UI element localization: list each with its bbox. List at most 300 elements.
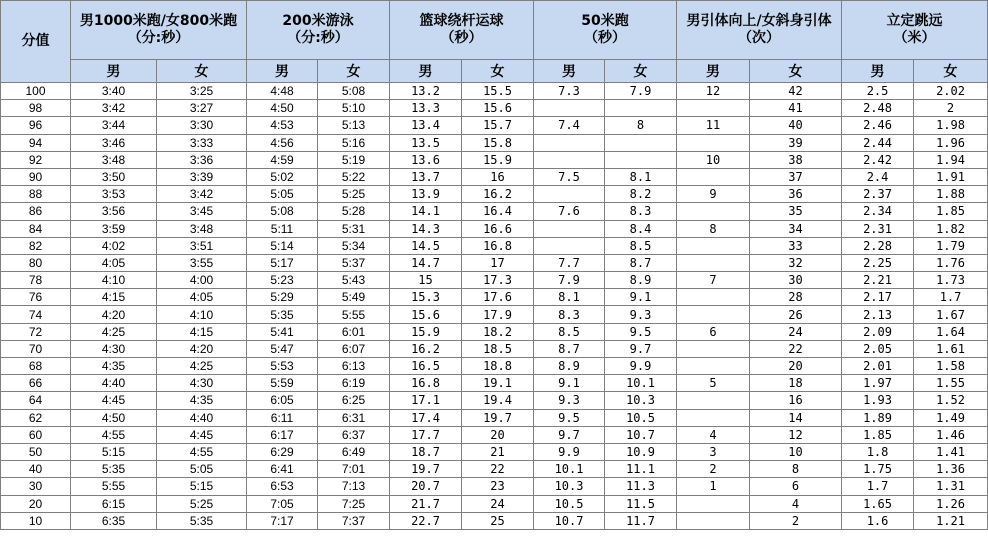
cell-run-f: 3:48 [157,220,247,237]
cell-run-f: 5:25 [157,495,247,512]
cell-score: 64 [1,392,71,409]
cell-dribble-f: 16.4 [462,203,534,220]
col-header-long-jump [842,1,988,60]
cell-jump-m: 2.42 [842,151,914,168]
cell-score: 62 [1,409,71,426]
col-unit: （分:秒） [287,30,349,46]
col-header-basketball [390,1,534,60]
cell-sprint-f [605,134,677,151]
cell-jump-f: 1.79 [914,237,988,254]
cell-swim-m: 4:53 [247,117,318,134]
cell-sprint-f: 8.7 [605,254,677,271]
cell-jump-m: 2.01 [842,358,914,375]
table-row [1,392,988,409]
cell-pullup-f: 4 [750,495,842,512]
cell-dribble-f: 19.1 [462,375,534,392]
cell-dribble-f: 18.2 [462,323,534,340]
cell-jump-f: 1.36 [914,461,988,478]
cell-sprint-f: 10.7 [605,426,677,443]
cell-pullup-m: 1 [677,478,750,495]
cell-pullup-f: 12 [750,426,842,443]
cell-score: 94 [1,134,71,151]
col-unit: （分:秒） [127,30,190,46]
cell-sprint-f: 11.3 [605,478,677,495]
cell-sprint-f: 11.5 [605,495,677,512]
cell-pullup-m: 2 [677,461,750,478]
cell-jump-f: 1.26 [914,495,988,512]
table-row [1,340,988,357]
cell-swim-f: 5:28 [318,203,390,220]
cell-sprint-f [605,100,677,117]
cell-score: 10 [1,512,71,529]
cell-pullup-f: 16 [750,392,842,409]
table-row [1,323,988,340]
cell-sprint-m: 8.5 [534,323,605,340]
cell-dribble-f: 15.6 [462,100,534,117]
col-unit: （次） [738,30,781,46]
cell-jump-m: 1.93 [842,392,914,409]
cell-sprint-f: 10.3 [605,392,677,409]
cell-pullup-f: 14 [750,409,842,426]
cell-pullup-m [677,512,750,529]
cell-score: 50 [1,443,71,460]
cell-sprint-m [534,220,605,237]
cell-sprint-f [605,151,677,168]
cell-swim-f: 6:01 [318,323,390,340]
cell-run-f: 3:39 [157,168,247,185]
cell-run-m: 6:15 [71,495,157,512]
table-row [1,151,988,168]
col-unit: （米） [893,30,936,46]
cell-swim-f: 5:37 [318,254,390,271]
cell-score: 78 [1,272,71,289]
cell-pullup-m: 6 [677,323,750,340]
cell-dribble-m: 13.6 [390,151,462,168]
male-subheader: 男 [842,60,914,83]
cell-jump-f: 1.31 [914,478,988,495]
cell-sprint-m: 8.7 [534,340,605,357]
cell-sprint-m [534,134,605,151]
cell-sprint-f: 8.9 [605,272,677,289]
cell-swim-m: 5:05 [247,186,318,203]
cell-swim-m: 6:17 [247,426,318,443]
cell-sprint-f: 8 [605,117,677,134]
cell-run-f: 4:55 [157,443,247,460]
cell-jump-f: 1.96 [914,134,988,151]
cell-pullup-m: 12 [677,83,750,100]
table-row [1,495,988,512]
cell-swim-f: 5:19 [318,151,390,168]
cell-jump-m: 2.05 [842,340,914,357]
cell-jump-f: 1.67 [914,306,988,323]
cell-swim-m: 4:59 [247,151,318,168]
cell-pullup-f: 36 [750,186,842,203]
cell-dribble-m: 13.3 [390,100,462,117]
cell-swim-m: 5:29 [247,289,318,306]
cell-dribble-f: 16 [462,168,534,185]
female-subheader: 女 [462,60,534,83]
cell-dribble-f: 21 [462,443,534,460]
cell-swim-m: 7:17 [247,512,318,529]
cell-score: 74 [1,306,71,323]
cell-pullup-m [677,100,750,117]
cell-score: 88 [1,186,71,203]
cell-run-f: 3:51 [157,237,247,254]
cell-dribble-f: 23 [462,478,534,495]
cell-dribble-m: 20.7 [390,478,462,495]
cell-swim-m: 5:02 [247,168,318,185]
cell-pullup-f: 34 [750,220,842,237]
cell-sprint-f: 8.5 [605,237,677,254]
cell-swim-m: 6:29 [247,443,318,460]
score-header: 分值 [1,1,71,83]
cell-pullup-f: 37 [750,168,842,185]
cell-dribble-m: 15.3 [390,289,462,306]
cell-swim-f: 5:43 [318,272,390,289]
cell-score: 70 [1,340,71,357]
cell-jump-m: 2.34 [842,203,914,220]
cell-dribble-m: 14.3 [390,220,462,237]
cell-sprint-f: 9.1 [605,289,677,306]
cell-jump-f: 1.46 [914,426,988,443]
table-body [1,83,988,530]
cell-jump-m: 1.6 [842,512,914,529]
table-row [1,426,988,443]
cell-run-f: 3:55 [157,254,247,271]
cell-swim-f: 6:37 [318,426,390,443]
cell-pullup-f: 8 [750,461,842,478]
cell-dribble-f: 18.5 [462,340,534,357]
table-row [1,443,988,460]
cell-run-f: 3:25 [157,83,247,100]
cell-jump-m: 2.17 [842,289,914,306]
cell-swim-m: 5:23 [247,272,318,289]
cell-dribble-f: 15.9 [462,151,534,168]
cell-pullup-m [677,409,750,426]
cell-run-f: 4:25 [157,358,247,375]
cell-pullup-m: 9 [677,186,750,203]
cell-sprint-f: 11.7 [605,512,677,529]
cell-jump-m: 1.8 [842,443,914,460]
table-row [1,186,988,203]
cell-run-m: 3:59 [71,220,157,237]
cell-swim-m: 5:17 [247,254,318,271]
cell-dribble-f: 17.9 [462,306,534,323]
cell-sprint-m: 9.7 [534,426,605,443]
cell-run-f: 3:33 [157,134,247,151]
cell-dribble-m: 16.5 [390,358,462,375]
cell-sprint-f: 8.2 [605,186,677,203]
cell-dribble-m: 16.8 [390,375,462,392]
cell-pullup-f: 40 [750,117,842,134]
male-subheader: 男 [71,60,157,83]
cell-swim-m: 4:56 [247,134,318,151]
cell-sprint-f: 11.1 [605,461,677,478]
cell-swim-m: 5:59 [247,375,318,392]
cell-pullup-m [677,168,750,185]
cell-sprint-f: 9.3 [605,306,677,323]
cell-swim-m: 4:48 [247,83,318,100]
cell-pullup-f: 6 [750,478,842,495]
cell-jump-m: 2.37 [842,186,914,203]
cell-run-m: 3:56 [71,203,157,220]
cell-dribble-f: 22 [462,461,534,478]
cell-run-f: 4:20 [157,340,247,357]
cell-run-f: 3:36 [157,151,247,168]
cell-dribble-f: 15.8 [462,134,534,151]
cell-score: 30 [1,478,71,495]
cell-jump-f: 1.7 [914,289,988,306]
cell-pullup-f: 18 [750,375,842,392]
cell-run-m: 4:35 [71,358,157,375]
cell-score: 80 [1,254,71,271]
female-subheader: 女 [605,60,677,83]
table-row [1,83,988,100]
cell-score: 100 [1,83,71,100]
cell-pullup-m [677,358,750,375]
cell-run-f: 3:45 [157,203,247,220]
cell-jump-f: 1.21 [914,512,988,529]
cell-sprint-m [534,151,605,168]
cell-pullup-m [677,306,750,323]
cell-swim-m: 6:41 [247,461,318,478]
table-row [1,254,988,271]
cell-run-f: 3:30 [157,117,247,134]
cell-swim-f: 5:13 [318,117,390,134]
cell-swim-f: 5:55 [318,306,390,323]
cell-dribble-f: 19.7 [462,409,534,426]
cell-run-m: 5:55 [71,478,157,495]
cell-sprint-f: 8.4 [605,220,677,237]
col-title: 50米跑 [581,13,629,29]
cell-pullup-f: 35 [750,203,842,220]
cell-pullup-f: 41 [750,100,842,117]
cell-dribble-f: 18.8 [462,358,534,375]
cell-run-m: 4:20 [71,306,157,323]
cell-score: 92 [1,151,71,168]
cell-sprint-m: 7.5 [534,168,605,185]
cell-run-f: 4:45 [157,426,247,443]
cell-sprint-m: 10.5 [534,495,605,512]
cell-jump-f: 1.41 [914,443,988,460]
female-subheader: 女 [157,60,247,83]
cell-pullup-m: 8 [677,220,750,237]
cell-jump-f: 2.02 [914,83,988,100]
female-subheader: 女 [750,60,842,83]
cell-score: 84 [1,220,71,237]
cell-swim-f: 6:07 [318,340,390,357]
cell-pullup-m: 10 [677,151,750,168]
table-row [1,272,988,289]
cell-swim-f: 5:49 [318,289,390,306]
cell-jump-f: 1.73 [914,272,988,289]
cell-score: 20 [1,495,71,512]
cell-dribble-m: 13.9 [390,186,462,203]
cell-dribble-f: 17 [462,254,534,271]
cell-dribble-m: 14.5 [390,237,462,254]
cell-pullup-f: 28 [750,289,842,306]
table-row [1,220,988,237]
cell-swim-m: 5:11 [247,220,318,237]
cell-dribble-m: 13.4 [390,117,462,134]
cell-run-f: 5:15 [157,478,247,495]
cell-dribble-m: 13.7 [390,168,462,185]
cell-swim-m: 5:14 [247,237,318,254]
cell-score: 66 [1,375,71,392]
cell-pullup-f: 20 [750,358,842,375]
cell-jump-f: 1.61 [914,340,988,357]
cell-sprint-f: 9.5 [605,323,677,340]
cell-run-m: 4:25 [71,323,157,340]
cell-pullup-m: 3 [677,443,750,460]
cell-run-m: 3:42 [71,100,157,117]
cell-jump-f: 1.85 [914,203,988,220]
cell-jump-m: 2.5 [842,83,914,100]
cell-jump-f: 1.52 [914,392,988,409]
cell-dribble-m: 21.7 [390,495,462,512]
cell-jump-m: 1.85 [842,426,914,443]
cell-pullup-m: 11 [677,117,750,134]
cell-dribble-m: 14.1 [390,203,462,220]
cell-jump-f: 1.98 [914,117,988,134]
cell-dribble-f: 24 [462,495,534,512]
cell-swim-f: 5:10 [318,100,390,117]
cell-sprint-f: 9.7 [605,340,677,357]
cell-dribble-f: 16.2 [462,186,534,203]
cell-sprint-f: 10.5 [605,409,677,426]
cell-jump-f: 1.58 [914,358,988,375]
cell-run-m: 4:40 [71,375,157,392]
male-subheader: 男 [247,60,318,83]
cell-jump-m: 1.75 [842,461,914,478]
cell-dribble-m: 13.5 [390,134,462,151]
cell-jump-m: 2.31 [842,220,914,237]
cell-run-m: 3:40 [71,83,157,100]
cell-jump-m: 2.4 [842,168,914,185]
cell-pullup-f: 38 [750,151,842,168]
cell-run-f: 4:15 [157,323,247,340]
cell-run-m: 3:44 [71,117,157,134]
cell-swim-m: 5:41 [247,323,318,340]
col-header-endurance-run [71,1,247,60]
cell-run-m: 3:46 [71,134,157,151]
cell-sprint-m: 7.4 [534,117,605,134]
cell-sprint-m: 9.5 [534,409,605,426]
cell-dribble-m: 15.6 [390,306,462,323]
cell-jump-m: 1.7 [842,478,914,495]
cell-dribble-m: 15 [390,272,462,289]
cell-pullup-f: 26 [750,306,842,323]
col-unit: （秒） [440,30,483,46]
cell-dribble-f: 19.4 [462,392,534,409]
col-title: 男引体向上/女斜身引体 [686,13,832,29]
cell-score: 98 [1,100,71,117]
cell-swim-m: 5:47 [247,340,318,357]
table-row [1,409,988,426]
cell-sprint-m: 9.9 [534,443,605,460]
table-row [1,117,988,134]
cell-jump-f: 1.55 [914,375,988,392]
cell-pullup-f: 30 [750,272,842,289]
cell-run-f: 4:35 [157,392,247,409]
table-row [1,289,988,306]
cell-dribble-m: 22.7 [390,512,462,529]
cell-swim-m: 5:35 [247,306,318,323]
cell-pullup-m [677,134,750,151]
cell-swim-f: 6:19 [318,375,390,392]
cell-run-m: 3:53 [71,186,157,203]
cell-jump-f: 1.88 [914,186,988,203]
cell-dribble-m: 17.7 [390,426,462,443]
cell-run-m: 3:48 [71,151,157,168]
col-title: 篮球绕杆运球 [419,13,504,29]
cell-swim-m: 4:50 [247,100,318,117]
cell-swim-f: 7:01 [318,461,390,478]
cell-dribble-f: 25 [462,512,534,529]
cell-jump-m: 1.65 [842,495,914,512]
cell-run-m: 4:15 [71,289,157,306]
cell-run-m: 4:10 [71,272,157,289]
cell-run-m: 5:15 [71,443,157,460]
cell-sprint-m: 7.7 [534,254,605,271]
cell-sprint-f: 8.3 [605,203,677,220]
cell-pullup-m [677,254,750,271]
cell-jump-m: 1.97 [842,375,914,392]
cell-pullup-f: 24 [750,323,842,340]
cell-dribble-m: 17.1 [390,392,462,409]
cell-jump-f: 2 [914,100,988,117]
cell-dribble-f: 16.8 [462,237,534,254]
col-header-swim [247,1,390,60]
cell-jump-m: 2.09 [842,323,914,340]
cell-run-f: 4:00 [157,272,247,289]
cell-score: 82 [1,237,71,254]
cell-dribble-f: 16.6 [462,220,534,237]
cell-run-f: 4:05 [157,289,247,306]
cell-run-f: 5:05 [157,461,247,478]
cell-swim-f: 5:31 [318,220,390,237]
cell-sprint-m: 8.3 [534,306,605,323]
col-title: 男1000米跑/女800米跑 [79,13,238,29]
cell-jump-m: 2.25 [842,254,914,271]
cell-sprint-m [534,237,605,254]
cell-jump-f: 1.64 [914,323,988,340]
cell-jump-m: 2.48 [842,100,914,117]
cell-swim-f: 5:25 [318,186,390,203]
cell-pullup-f: 42 [750,83,842,100]
table-row [1,478,988,495]
cell-sprint-m: 9.1 [534,375,605,392]
male-subheader: 男 [534,60,605,83]
cell-swim-m: 6:05 [247,392,318,409]
cell-run-f: 4:10 [157,306,247,323]
table-row [1,512,988,529]
cell-swim-f: 6:25 [318,392,390,409]
col-title: 立定跳远 [886,13,943,29]
female-subheader: 女 [318,60,390,83]
cell-run-m: 6:35 [71,512,157,529]
cell-pullup-m: 5 [677,375,750,392]
cell-run-m: 5:35 [71,461,157,478]
cell-swim-f: 7:13 [318,478,390,495]
cell-sprint-m [534,186,605,203]
col-header-sprint [534,1,677,60]
cell-run-f: 3:42 [157,186,247,203]
cell-score: 96 [1,117,71,134]
cell-sprint-m: 10.1 [534,461,605,478]
cell-pullup-m [677,340,750,357]
cell-sprint-m: 9.3 [534,392,605,409]
